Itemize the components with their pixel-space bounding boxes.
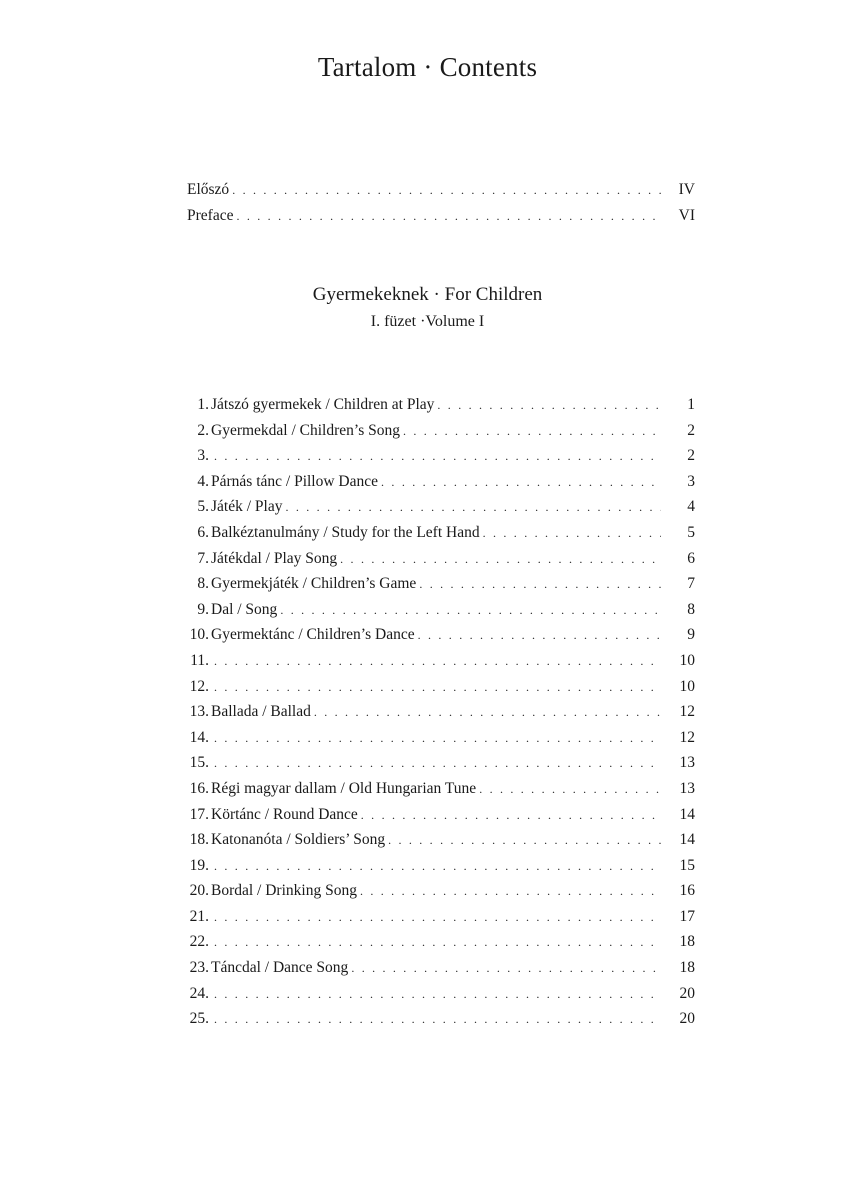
entry-number: 7. <box>197 549 209 567</box>
dot-leader <box>479 782 661 797</box>
entry-number: 12. <box>189 677 209 695</box>
toc-row[interactable] <box>187 831 695 857</box>
dot-leader <box>214 680 661 695</box>
page-title: Tartalom · Contents <box>317 52 538 82</box>
entry-title: Dal / Song <box>211 600 278 618</box>
entry-number: 16. <box>189 779 209 797</box>
front-matter-list <box>187 181 695 233</box>
entry-title: Párnás tánc / Pillow Dance <box>211 472 379 490</box>
dot-leader <box>437 398 661 413</box>
entry-title: Preface <box>187 207 234 224</box>
toc-row-preface[interactable] <box>187 207 695 233</box>
dot-leader <box>483 526 661 541</box>
contents-list <box>187 396 695 1036</box>
toc-row[interactable] <box>187 806 695 832</box>
toc-row[interactable] <box>187 498 695 524</box>
entry-number: 11. <box>190 651 209 669</box>
entry-title: Táncdal / Dance Song <box>211 959 349 977</box>
toc-row[interactable] <box>187 396 695 422</box>
page-number: 10 <box>679 677 695 695</box>
toc-row[interactable] <box>187 985 695 1011</box>
page-number: 12 <box>679 728 695 746</box>
toc-row[interactable] <box>187 882 695 908</box>
entry-title: Körtánc / Round Dance <box>211 805 358 823</box>
entry-title: Játszó gyermekek / Children at Play <box>211 396 435 413</box>
entry-number: 22. <box>189 933 209 951</box>
page-number: 18 <box>679 959 695 977</box>
toc-row[interactable] <box>187 524 695 550</box>
toc-row[interactable] <box>187 678 695 704</box>
dot-leader <box>214 987 661 1002</box>
section-subheading: I. füzet ·Volume I <box>370 313 485 330</box>
dot-leader <box>403 424 661 439</box>
page-number: 1 <box>687 396 695 413</box>
entry-number: 21. <box>189 907 209 925</box>
entry-title: Ballada / Ballad <box>211 703 311 721</box>
dot-leader <box>214 731 661 746</box>
toc-row[interactable] <box>187 447 695 473</box>
page-number: 18 <box>679 933 695 951</box>
dot-leader <box>388 833 661 848</box>
dot-leader <box>214 859 661 874</box>
page-number: 13 <box>679 779 695 797</box>
entry-number: 6. <box>197 523 209 541</box>
dot-leader <box>232 183 661 198</box>
page-number: 5 <box>687 523 695 541</box>
entry-number: 13. <box>189 703 209 721</box>
dot-leader <box>360 884 661 899</box>
section-heading: Gyermekeknek · For Children <box>312 284 543 305</box>
entry-number: 10. <box>189 626 209 644</box>
page-number: 2 <box>687 421 695 439</box>
toc-row[interactable] <box>187 1010 695 1036</box>
page-number: VI <box>678 207 695 224</box>
page-number: 17 <box>679 907 695 925</box>
dot-leader <box>236 209 661 224</box>
entry-title: Játék / Play <box>211 498 283 516</box>
entry-title: Játékdal / Play Song <box>211 549 338 567</box>
entry-number: 18. <box>189 831 209 849</box>
dot-leader <box>214 935 661 950</box>
entry-number: 8. <box>197 575 209 593</box>
page-number: 14 <box>679 805 695 823</box>
page-number: 2 <box>687 447 695 465</box>
dot-leader <box>340 552 661 567</box>
entry-title: Katonanóta / Soldiers’ Song <box>211 831 386 849</box>
toc-row[interactable] <box>187 703 695 729</box>
dot-leader <box>419 577 661 592</box>
toc-row[interactable] <box>187 473 695 499</box>
entry-title: Gyermekjáték / Children’s Game <box>211 575 417 593</box>
entry-number: 9. <box>197 600 209 618</box>
toc-row[interactable] <box>187 754 695 780</box>
page-number: 15 <box>679 856 695 874</box>
page-number: 20 <box>679 984 695 1002</box>
page-number: 6 <box>687 549 695 567</box>
dot-leader <box>285 500 661 515</box>
toc-row[interactable] <box>187 857 695 883</box>
toc-row[interactable] <box>187 729 695 755</box>
entry-number: 17. <box>189 805 209 823</box>
entry-number: 15. <box>189 754 209 772</box>
page-number: 4 <box>687 498 695 516</box>
page-number: 20 <box>679 1010 695 1028</box>
dot-leader <box>314 705 661 720</box>
entry-title: Balkéztanulmány / Study for the Left Hand <box>211 523 480 541</box>
entry-number: 24. <box>189 984 209 1002</box>
dot-leader <box>214 449 661 464</box>
page-number: 7 <box>687 575 695 593</box>
entry-title: Bordal / Drinking Song <box>211 882 357 900</box>
dot-leader <box>381 475 661 490</box>
dot-leader <box>351 961 661 976</box>
entry-title: Gyermekdal / Children’s Song <box>211 421 400 439</box>
dot-leader <box>418 628 661 643</box>
entry-number: 1. <box>197 396 209 413</box>
entry-number: 5. <box>197 498 209 516</box>
dot-leader <box>280 603 661 618</box>
dot-leader <box>214 756 661 771</box>
toc-row[interactable] <box>187 652 695 678</box>
page-number: 9 <box>687 626 695 644</box>
toc-row[interactable] <box>187 550 695 576</box>
entry-number: 2. <box>197 421 209 439</box>
entry-number: 23. <box>189 959 209 977</box>
entry-title: Régi magyar dallam / Old Hungarian Tune <box>211 779 477 797</box>
entry-title: Előszó <box>187 181 230 198</box>
entry-number: 20. <box>189 882 209 900</box>
dot-leader <box>361 808 661 823</box>
entry-number: 3. <box>197 447 209 465</box>
toc-row[interactable] <box>187 908 695 934</box>
page-number: 13 <box>679 754 695 772</box>
page-number: 10 <box>679 651 695 669</box>
toc-row[interactable] <box>187 933 695 959</box>
toc-row[interactable] <box>187 601 695 627</box>
page-number: 12 <box>679 703 695 721</box>
toc-row-foreword[interactable] <box>187 181 695 207</box>
toc-row[interactable] <box>187 780 695 806</box>
entry-number: 14. <box>189 728 209 746</box>
page-number: 16 <box>679 882 695 900</box>
dot-leader <box>214 1012 661 1027</box>
toc-row[interactable] <box>187 422 695 448</box>
page-number: 14 <box>679 831 695 849</box>
entry-number: 4. <box>197 472 209 490</box>
entry-number: 25. <box>189 1010 209 1028</box>
page-number: 8 <box>687 600 695 618</box>
entry-title: Gyermektánc / Children’s Dance <box>211 626 415 644</box>
entry-number: 19. <box>189 856 209 874</box>
dot-leader <box>214 654 661 669</box>
page-number: IV <box>678 181 695 198</box>
toc-row[interactable] <box>187 959 695 985</box>
toc-row[interactable] <box>187 626 695 652</box>
toc-row[interactable] <box>187 575 695 601</box>
dot-leader <box>214 910 661 925</box>
page-number: 3 <box>687 472 695 490</box>
